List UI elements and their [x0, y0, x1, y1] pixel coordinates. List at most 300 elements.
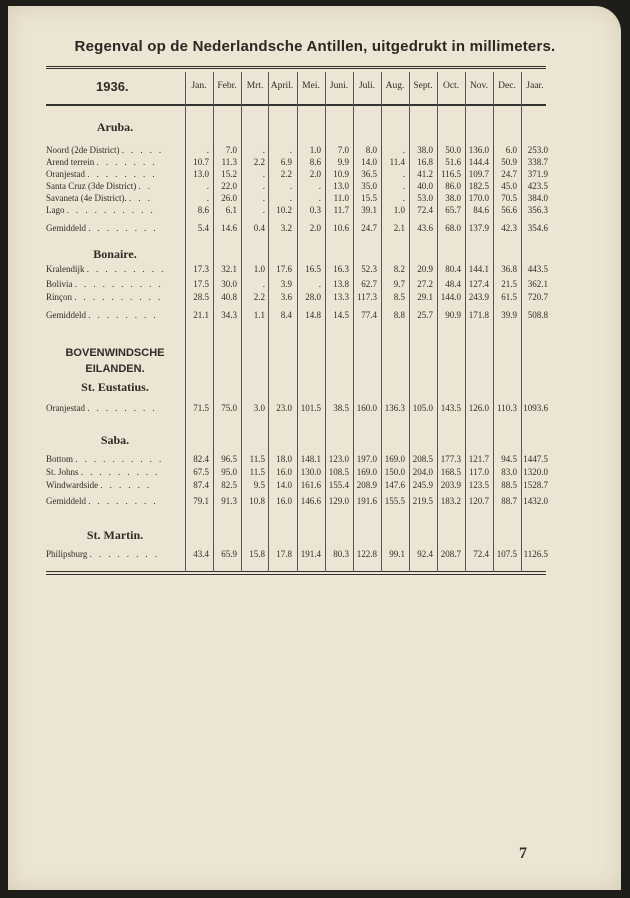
cell-value: 65.7	[445, 205, 461, 215]
cell-value: 13.3	[333, 292, 349, 302]
station-name: Oranjestad	[46, 169, 88, 179]
cell-value: .	[318, 181, 321, 191]
column-header: Mrt.	[246, 81, 264, 91]
cell-value: 508.8	[527, 310, 548, 320]
cell-value: 116.5	[441, 169, 461, 179]
cell-value: 9.5	[253, 480, 265, 490]
cell-value: 72.4	[473, 549, 489, 559]
cell-value: 14.0	[361, 157, 377, 167]
cell-value: 7.0	[225, 145, 237, 155]
station-name: Gemiddeld	[46, 496, 89, 506]
column-header: Jaar.	[526, 81, 544, 91]
row-label	[46, 146, 164, 155]
cell-value: 3.6	[280, 292, 292, 302]
cell-value: .	[206, 181, 209, 191]
leader-dots: . . . . . . .	[96, 157, 157, 167]
cell-value: 8.6	[309, 157, 321, 167]
top-rule	[46, 66, 546, 67]
cell-value: 144.4	[468, 157, 489, 167]
cell-value: 13.0	[333, 181, 349, 191]
row-label	[46, 224, 158, 233]
cell-value: 371.9	[527, 169, 548, 179]
cell-value: 16.8	[417, 157, 433, 167]
column-header: Sept.	[413, 81, 433, 91]
cell-value: 123.0	[328, 454, 349, 464]
leader-dots: . . . . . . . . . .	[74, 279, 164, 289]
cell-value: 208.7	[440, 549, 461, 559]
cell-value: 14.5	[333, 310, 349, 320]
cell-value: 161.6	[300, 480, 321, 490]
column-header: Mei.	[302, 81, 320, 91]
cell-value: 43.6	[417, 223, 433, 233]
cell-value: 2.2	[253, 292, 265, 302]
cell-value: 14.6	[221, 223, 237, 233]
cell-value: 126.0	[468, 403, 489, 413]
row-label	[46, 311, 158, 320]
cell-value: 6.9	[280, 157, 292, 167]
group-heading: BOVENWINDSCHE	[65, 347, 165, 359]
cell-value: 36.5	[361, 169, 377, 179]
cell-value: 86.0	[445, 181, 461, 191]
station-name: Kralendijk	[46, 264, 87, 274]
cell-value: 2.2	[253, 157, 265, 167]
cell-value: 354.6	[527, 223, 548, 233]
cell-value: 20.9	[417, 264, 433, 274]
row-label	[46, 404, 157, 413]
leader-dots: . . . . . . . .	[87, 403, 157, 413]
cell-value: 38.0	[445, 193, 461, 203]
cell-value: 130.0	[300, 467, 321, 477]
leader-dots: . . . . . . . . .	[80, 467, 160, 477]
cell-value: 14.0	[276, 480, 292, 490]
station-name: Bolivia	[46, 279, 75, 289]
cell-value: 8.5	[393, 292, 405, 302]
cell-value: 7.0	[337, 145, 349, 155]
cell-value: 83.0	[501, 467, 517, 477]
cell-value: 10.6	[333, 223, 349, 233]
cell-value: 77.4	[361, 310, 377, 320]
cell-value: 160.0	[356, 403, 377, 413]
cell-value: 87.4	[193, 480, 209, 490]
cell-value: .	[289, 145, 292, 155]
leader-dots: . . . . .	[121, 145, 164, 155]
column-header: Jan.	[191, 81, 207, 91]
cell-value: 84.6	[473, 205, 489, 215]
cell-value: 2.0	[309, 169, 321, 179]
cell-value: 88.5	[501, 480, 517, 490]
cell-value: 13.8	[333, 279, 349, 289]
station-name: St. Johns	[46, 467, 81, 477]
bottom-rule-2	[46, 574, 546, 575]
cell-value: 88.7	[501, 496, 517, 506]
cell-value: 11.7	[333, 205, 349, 215]
cell-value: 171.8	[468, 310, 489, 320]
station-name: Bottom	[46, 454, 76, 464]
cell-value: 38.0	[417, 145, 433, 155]
cell-value: 107.5	[496, 549, 517, 559]
cell-value: 8.0	[365, 145, 377, 155]
cell-value: 147.6	[384, 480, 405, 490]
cell-value: 136.0	[468, 145, 489, 155]
cell-value: 146.6	[300, 496, 321, 506]
cell-value: .	[289, 193, 292, 203]
cell-value: 6.1	[225, 205, 237, 215]
cell-value: 30.0	[221, 279, 237, 289]
column-header: April.	[270, 81, 294, 91]
station-name: Gemiddeld	[46, 310, 89, 320]
cell-value: 143.5	[440, 403, 461, 413]
document-page	[8, 6, 621, 890]
cell-value: 34.3	[221, 310, 237, 320]
cell-value: 170.0	[468, 193, 489, 203]
station-name: Arend terrein	[46, 157, 97, 167]
cell-value: 144.1	[468, 264, 489, 274]
cell-value: 10.7	[193, 157, 209, 167]
cell-value: 1528.7	[523, 480, 548, 490]
cell-value: 28.5	[193, 292, 209, 302]
cell-value: 70.5	[501, 193, 517, 203]
cell-value: 120.7	[468, 496, 489, 506]
cell-value: 169.0	[356, 467, 377, 477]
cell-value: 35.0	[361, 181, 377, 191]
station-name: Santa Cruz (3de District)	[46, 181, 139, 191]
leader-dots: . . . . . . . .	[87, 169, 157, 179]
leader-dots: . . . . . . . . . .	[75, 454, 164, 464]
cell-value: 82.4	[193, 454, 209, 464]
cell-value: 362.1	[527, 279, 548, 289]
header-rule	[46, 104, 546, 106]
cell-value: 101.5	[300, 403, 321, 413]
cell-value: 3.9	[280, 279, 292, 289]
cell-value: 39.1	[361, 205, 377, 215]
cell-value: 11.3	[221, 157, 237, 167]
cell-value: .	[402, 181, 405, 191]
cell-value: 1093.6	[523, 403, 548, 413]
cell-value: 53.0	[417, 193, 433, 203]
cell-value: 67.5	[193, 467, 209, 477]
cell-value: 183.2	[440, 496, 461, 506]
leader-dots: . . . . . . . . . .	[74, 292, 163, 302]
column-header: Nov.	[469, 81, 489, 91]
cell-value: 6.0	[505, 145, 517, 155]
cell-value: 24.7	[501, 169, 517, 179]
cell-value: 10.2	[276, 205, 292, 215]
cell-value: 11.5	[249, 454, 265, 464]
cell-value: 72.4	[417, 205, 433, 215]
cell-value: .	[402, 145, 405, 155]
cell-value: 18.0	[276, 454, 292, 464]
cell-value: 50.9	[501, 157, 517, 167]
station-name: Lago	[46, 205, 67, 215]
row-label	[46, 265, 166, 274]
station-name: Savaneta (4e District).	[46, 193, 129, 203]
cell-value: 2.2	[280, 169, 292, 179]
row-label	[46, 293, 163, 302]
cell-value: 182.5	[468, 181, 489, 191]
cell-value: 90.9	[445, 310, 461, 320]
cell-value: 21.5	[501, 279, 517, 289]
station-name: Philipsburg	[46, 549, 90, 559]
cell-value: 38.5	[333, 403, 349, 413]
cell-value: 22.0	[221, 181, 237, 191]
cell-value: 155.5	[384, 496, 405, 506]
cell-value: 42.3	[501, 223, 517, 233]
cell-value: 50.0	[445, 145, 461, 155]
cell-value: 94.5	[501, 454, 517, 464]
cell-value: 109.7	[468, 169, 489, 179]
cell-value: 1126.5	[523, 549, 548, 559]
cell-value: 79.1	[193, 496, 209, 506]
row-label	[46, 468, 160, 477]
top-rule-2	[46, 68, 546, 69]
column-header: Juni.	[329, 81, 349, 91]
cell-value: 25.7	[417, 310, 433, 320]
station-name: Noord (2de District)	[46, 145, 122, 155]
cell-value: 10.9	[333, 169, 349, 179]
leader-dots: . . . . . . . .	[88, 496, 158, 506]
cell-value: 99.1	[389, 549, 405, 559]
cell-value: 117.3	[357, 292, 377, 302]
station-name: Rinçon	[46, 292, 75, 302]
cell-value: 2.1	[393, 223, 405, 233]
cell-value: 208.5	[412, 454, 433, 464]
cell-value: 5.4	[197, 223, 209, 233]
group-heading-line2: EILANDEN.	[85, 363, 145, 375]
cell-value: 68.0	[445, 223, 461, 233]
cell-value: 169.0	[384, 454, 405, 464]
cell-value: 150.0	[384, 467, 405, 477]
cell-value: .	[402, 169, 405, 179]
cell-value: 21.1	[193, 310, 209, 320]
cell-value: 423.5	[527, 181, 548, 191]
row-label	[46, 550, 159, 559]
row-label	[46, 481, 152, 490]
row-label	[46, 455, 164, 464]
cell-value: 121.7	[468, 454, 489, 464]
cell-value: 0.3	[309, 205, 321, 215]
cell-value: 245.9	[412, 480, 433, 490]
cell-value: 155.4	[328, 480, 349, 490]
row-label	[46, 182, 152, 191]
cell-value: 1.0	[393, 205, 405, 215]
station-name: Oranjestad	[46, 403, 88, 413]
cell-value: 56.6	[501, 205, 517, 215]
cell-value: 9.7	[393, 279, 405, 289]
cell-value: 137.9	[468, 223, 489, 233]
cell-value: 13.0	[193, 169, 209, 179]
cell-value: 2.0	[309, 223, 321, 233]
row-label	[46, 497, 158, 506]
cell-value: 11.0	[333, 193, 349, 203]
cell-value: .	[262, 145, 265, 155]
cell-value: 9.9	[337, 157, 349, 167]
cell-value: 16.0	[276, 467, 292, 477]
cell-value: 204.0	[412, 467, 433, 477]
cell-value: 96.5	[221, 454, 237, 464]
cell-value: 168.5	[440, 467, 461, 477]
cell-value: .	[318, 279, 321, 289]
cell-value: 29.1	[417, 292, 433, 302]
cell-value: .	[289, 181, 292, 191]
cell-value: .	[402, 193, 405, 203]
cell-value: 16.0	[276, 496, 292, 506]
cell-value: 16.3	[333, 264, 349, 274]
cell-value: 8.8	[393, 310, 405, 320]
cell-value: 80.4	[445, 264, 461, 274]
cell-value: 338.7	[527, 157, 548, 167]
cell-value: 208.9	[356, 480, 377, 490]
cell-value: 17.8	[276, 549, 292, 559]
cell-value: 105.0	[412, 403, 433, 413]
section-saba: Saba.	[100, 433, 130, 447]
row-label	[46, 170, 157, 179]
cell-value: 17.5	[193, 279, 209, 289]
cell-value: 123.5	[468, 480, 489, 490]
cell-value: 253.0	[527, 145, 548, 155]
cell-value: .	[206, 145, 209, 155]
cell-value: 39.9	[501, 310, 517, 320]
section-bonaire: Bonaire.	[93, 247, 137, 261]
cell-value: 1447.5	[523, 454, 548, 464]
leader-dots: . . . . . . . . .	[86, 264, 166, 274]
column-header: Oct.	[442, 81, 460, 91]
cell-value: 1.0	[253, 264, 265, 274]
cell-value: 41.2	[417, 169, 433, 179]
cell-value: 52.3	[361, 264, 377, 274]
station-name: Windwardside	[46, 480, 101, 490]
cell-value: .	[262, 193, 265, 203]
cell-value: 45.0	[501, 181, 517, 191]
year-label: 1936.	[96, 79, 129, 94]
station-name: Gemiddeld	[46, 223, 89, 233]
cell-value: 127.4	[468, 279, 489, 289]
cell-value: 108.5	[328, 467, 349, 477]
cell-value: 65.9	[221, 549, 237, 559]
cell-value: 8.4	[280, 310, 292, 320]
cell-value: 219.5	[412, 496, 433, 506]
leader-dots: . . . . . .	[100, 480, 152, 490]
cell-value: .	[318, 193, 321, 203]
cell-value: 3.2	[280, 223, 292, 233]
leader-dots: . . . . . . . .	[88, 223, 158, 233]
cell-value: 27.2	[417, 279, 433, 289]
section-st-martin: St. Martin.	[86, 528, 144, 542]
cell-value: .	[262, 279, 265, 289]
cell-value: 80.3	[333, 549, 349, 559]
column-header: Juli.	[358, 81, 376, 91]
cell-value: 17.3	[193, 264, 209, 274]
leader-dots: . . .	[128, 193, 153, 203]
cell-value: 75.0	[221, 403, 237, 413]
column-header: Dec.	[498, 81, 516, 91]
cell-value: 11.4	[389, 157, 405, 167]
column-header: Febr.	[217, 81, 237, 91]
section-st-eustatius: St. Eustatius.	[81, 380, 149, 394]
page-title: Regenval op de Nederlandsche Antillen, uitgedrukt in millimeters.	[74, 38, 556, 55]
cell-value: 16.5	[305, 264, 321, 274]
cell-value: 15.8	[249, 549, 265, 559]
cell-value: 61.5	[501, 292, 517, 302]
cell-value: 1.0	[309, 145, 321, 155]
cell-value: 177.3	[440, 454, 461, 464]
cell-value: 1432.0	[523, 496, 548, 506]
leader-dots: . . . . . . . .	[88, 310, 158, 320]
cell-value: 15.5	[361, 193, 377, 203]
cell-value: 122.8	[356, 549, 377, 559]
cell-value: 110.3	[497, 403, 517, 413]
cell-value: 32.1	[221, 264, 237, 274]
column-header: Aug.	[385, 81, 405, 91]
cell-value: .	[206, 193, 209, 203]
cell-value: 24.7	[361, 223, 377, 233]
cell-value: 1.1	[253, 310, 265, 320]
leader-dots: . .	[138, 181, 153, 191]
row-label	[46, 206, 155, 215]
bottom-rule	[46, 571, 546, 572]
cell-value: 40.0	[417, 181, 433, 191]
cell-value: 40.8	[221, 292, 237, 302]
cell-value: 17.6	[276, 264, 292, 274]
cell-value: 15.2	[221, 169, 237, 179]
cell-value: 384.0	[527, 193, 548, 203]
section-aruba: Aruba.	[96, 120, 134, 134]
leader-dots: . . . . . . . .	[89, 549, 160, 559]
cell-value: 51.6	[445, 157, 461, 167]
cell-value: 191.6	[356, 496, 377, 506]
cell-value: 117.0	[469, 467, 489, 477]
cell-value: 71.5	[193, 403, 209, 413]
cell-value: 243.9	[468, 292, 489, 302]
cell-value: 92.4	[417, 549, 433, 559]
cell-value: 36.8	[501, 264, 517, 274]
row-label	[46, 158, 157, 167]
cell-value: 62.7	[361, 279, 377, 289]
cell-value: .	[262, 205, 265, 215]
cell-value: 148.1	[300, 454, 321, 464]
cell-value: 91.3	[221, 496, 237, 506]
cell-value: 26.0	[221, 193, 237, 203]
cell-value: 3.0	[253, 403, 265, 413]
cell-value: 43.4	[193, 549, 209, 559]
cell-value: 11.5	[249, 467, 265, 477]
cell-value: .	[262, 169, 265, 179]
cell-value: 10.8	[249, 496, 265, 506]
cell-value: 8.6	[197, 205, 209, 215]
cell-value: 129.0	[328, 496, 349, 506]
cell-value: 14.8	[305, 310, 321, 320]
cell-value: 48.4	[445, 279, 461, 289]
cell-value: 136.3	[384, 403, 405, 413]
cell-value: 82.5	[221, 480, 237, 490]
cell-value: 8.2	[393, 264, 405, 274]
cell-value: 144.0	[440, 292, 461, 302]
row-label	[46, 194, 152, 203]
cell-value: 28.0	[305, 292, 321, 302]
cell-value: 720.7	[527, 292, 548, 302]
cell-value: .	[262, 181, 265, 191]
cell-value: 197.0	[356, 454, 377, 464]
cell-value: 1320.0	[523, 467, 548, 477]
cell-value: 443.5	[527, 264, 548, 274]
cell-value: 203.9	[440, 480, 461, 490]
row-label	[46, 280, 163, 289]
cell-value: 356.3	[527, 205, 548, 215]
cell-value: 0.4	[253, 223, 265, 233]
cell-value: 191.4	[300, 549, 321, 559]
cell-value: 23.0	[276, 403, 292, 413]
leader-dots: . . . . . . . . . .	[66, 205, 156, 215]
page-number: 7	[519, 845, 527, 862]
